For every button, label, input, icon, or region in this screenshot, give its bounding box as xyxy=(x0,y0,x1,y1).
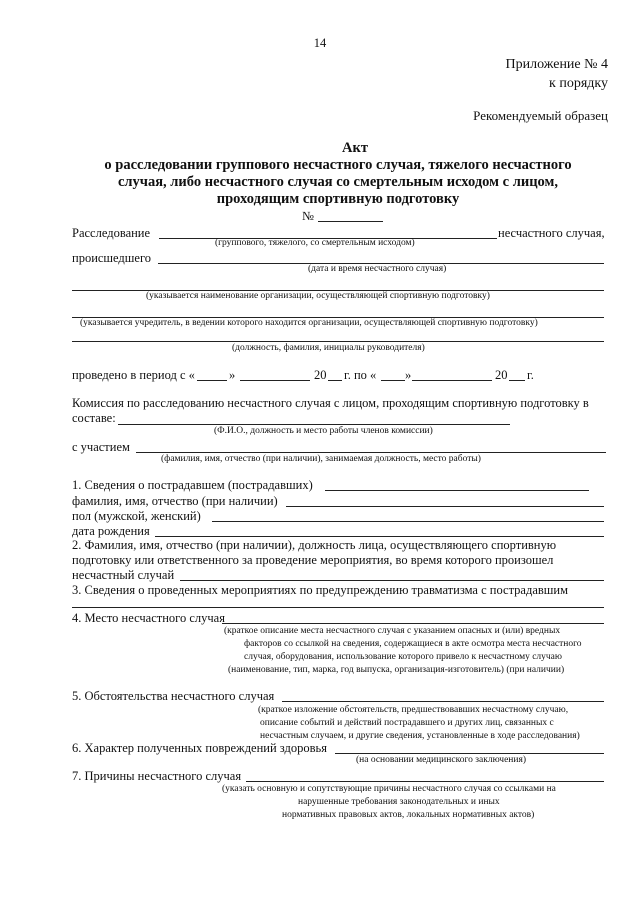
page-number: 14 xyxy=(313,36,327,50)
act-heading-line4: проходящим спортивную подготовку xyxy=(216,191,460,207)
period-quote-2: » xyxy=(405,368,412,382)
commission-text-1: Комиссия по расследованию несчастного случая с лицом, проходящим спортивную подготовку в xyxy=(72,396,589,410)
section-5-hint-1: (краткое изложение обстоятельств, предшествовавших несчастному случаю, xyxy=(258,705,569,715)
section-4-hint-4: (наименование, тип, марка, год выпуска, организация-изготовитель) (при наличии) xyxy=(228,665,565,675)
participation-field[interactable] xyxy=(136,452,606,453)
period-from-month-field[interactable] xyxy=(240,380,310,381)
act-heading: Акт xyxy=(342,140,368,156)
prevention-measures-field[interactable] xyxy=(72,607,604,608)
period-to-month-field[interactable] xyxy=(412,380,492,381)
section-6-hint: (на основании медицинского заключения) xyxy=(356,755,526,765)
commission-members-field[interactable] xyxy=(118,424,510,425)
occurred-label: происшедшего xyxy=(72,251,152,265)
section-7-hint-3: нормативных правовых актов, локальных нормативных актов) xyxy=(282,810,535,820)
section-7-title: 7. Причины несчастного случая xyxy=(72,769,242,783)
responsible-person-field[interactable] xyxy=(180,580,604,581)
section-4-hint-3: случая, оборудования, использование которого привело к несчастному случаю xyxy=(244,652,562,662)
period-to-day-field[interactable] xyxy=(381,380,405,381)
commission-text-2: составе: xyxy=(72,411,116,425)
victim-name-label: фамилия, имя, отчество (при наличии) xyxy=(72,494,278,508)
period-to-year-field[interactable] xyxy=(509,380,525,381)
victim-birth-label: дата рождения xyxy=(72,524,150,538)
act-heading-line2: о расследовании группового несчастного случая, тяжелого несчастного xyxy=(104,157,572,173)
participation-label: с участием xyxy=(72,440,130,454)
sample-label: Рекомендуемый образец xyxy=(473,108,608,123)
act-number-label: № xyxy=(302,209,314,223)
act-number-field[interactable] xyxy=(318,221,383,222)
appendix-title: Приложение № 4 xyxy=(505,57,608,72)
period-year-prefix-2: 20 xyxy=(495,368,508,382)
occurred-hint: (дата и время несчастного случая) xyxy=(308,264,447,274)
investigation-hint: (группового, тяжелого, со смертельным исходом) xyxy=(215,238,415,248)
period-from-label: проведено в период с « xyxy=(72,368,195,382)
causes-field[interactable] xyxy=(246,781,604,782)
period-from-year-field[interactable] xyxy=(328,380,342,381)
section-4-title: 4. Место несчастного случая xyxy=(72,611,225,625)
victim-birth-field[interactable] xyxy=(155,536,604,537)
head-field[interactable] xyxy=(72,341,604,342)
period-quote-1: » xyxy=(229,368,236,382)
section-2-text-2: подготовку или ответственного за проведение мероприятия, во время которого произошел xyxy=(72,553,554,567)
head-hint: (должность, фамилия, инициалы руководителя) xyxy=(232,343,425,353)
organization-hint: (указывается наименование организации, осуществляющей спортивную подготовку) xyxy=(146,291,490,301)
victim-sex-label: пол (мужской, женский) xyxy=(72,509,201,523)
section-7-hint-2: нарушенные требования законодательных и иных xyxy=(298,797,500,807)
circumstances-field[interactable] xyxy=(282,701,604,702)
founder-hint: (указывается учредитель, в ведении которого находится организации, осуществляющей спортивную подготовку) xyxy=(80,318,538,328)
victim-name-field[interactable] xyxy=(286,506,604,507)
section-5-title: 5. Обстоятельства несчастного случая xyxy=(72,689,275,703)
period-year-suffix: г. xyxy=(527,368,534,382)
period-from-day-field[interactable] xyxy=(197,380,227,381)
injuries-field[interactable] xyxy=(335,753,604,754)
victim-sex-field[interactable] xyxy=(212,521,604,522)
section-6-title: 6. Характер полученных повреждений здоровья xyxy=(72,741,327,755)
accident-place-field[interactable] xyxy=(222,623,604,624)
victims-field[interactable] xyxy=(325,490,589,491)
section-4-hint-1: (краткое описание места несчастного случая с указанием опасных и (или) вредных xyxy=(224,626,561,636)
section-2-text-1: 2. Фамилия, имя, отчество (при наличии), должность лица, осуществляющего спортивную xyxy=(72,538,557,552)
section-3-title: 3. Сведения о проведенных мероприятиях по предупреждению травматизма с пострадавшим xyxy=(72,583,569,597)
period-to-label: г. по « xyxy=(344,368,377,382)
section-1-title: 1. Сведения о пострадавшем (пострадавших) xyxy=(72,478,313,492)
appendix-subtitle: к порядку xyxy=(549,76,608,91)
section-5-hint-3: несчастным случаем, и другие сведения, установленные в ходе расследования) xyxy=(260,731,580,741)
section-5-hint-2: описание событий и действий пострадавшего и других лиц, связанных с xyxy=(260,718,554,728)
investigation-suffix: несчастного случая, xyxy=(498,226,605,240)
participation-hint: (фамилия, имя, отчество (при наличии), занимаемая должность, место работы) xyxy=(161,454,481,464)
commission-hint: (Ф.И.О., должность и место работы членов комиссии) xyxy=(214,426,433,436)
investigation-label: Расследование xyxy=(72,226,151,240)
period-year-prefix-1: 20 xyxy=(314,368,327,382)
section-7-hint-1: (указать основную и сопутствующие причины несчастного случая со ссылками на xyxy=(222,784,556,794)
act-heading-line3: случая, либо несчастного случая со смертельным исходом с лицом, xyxy=(117,174,559,190)
section-4-hint-2: факторов со ссылкой на сведения, содержащиеся в акте осмотра места несчастного xyxy=(244,639,582,649)
section-2-text-3: несчастный случай xyxy=(72,568,175,582)
